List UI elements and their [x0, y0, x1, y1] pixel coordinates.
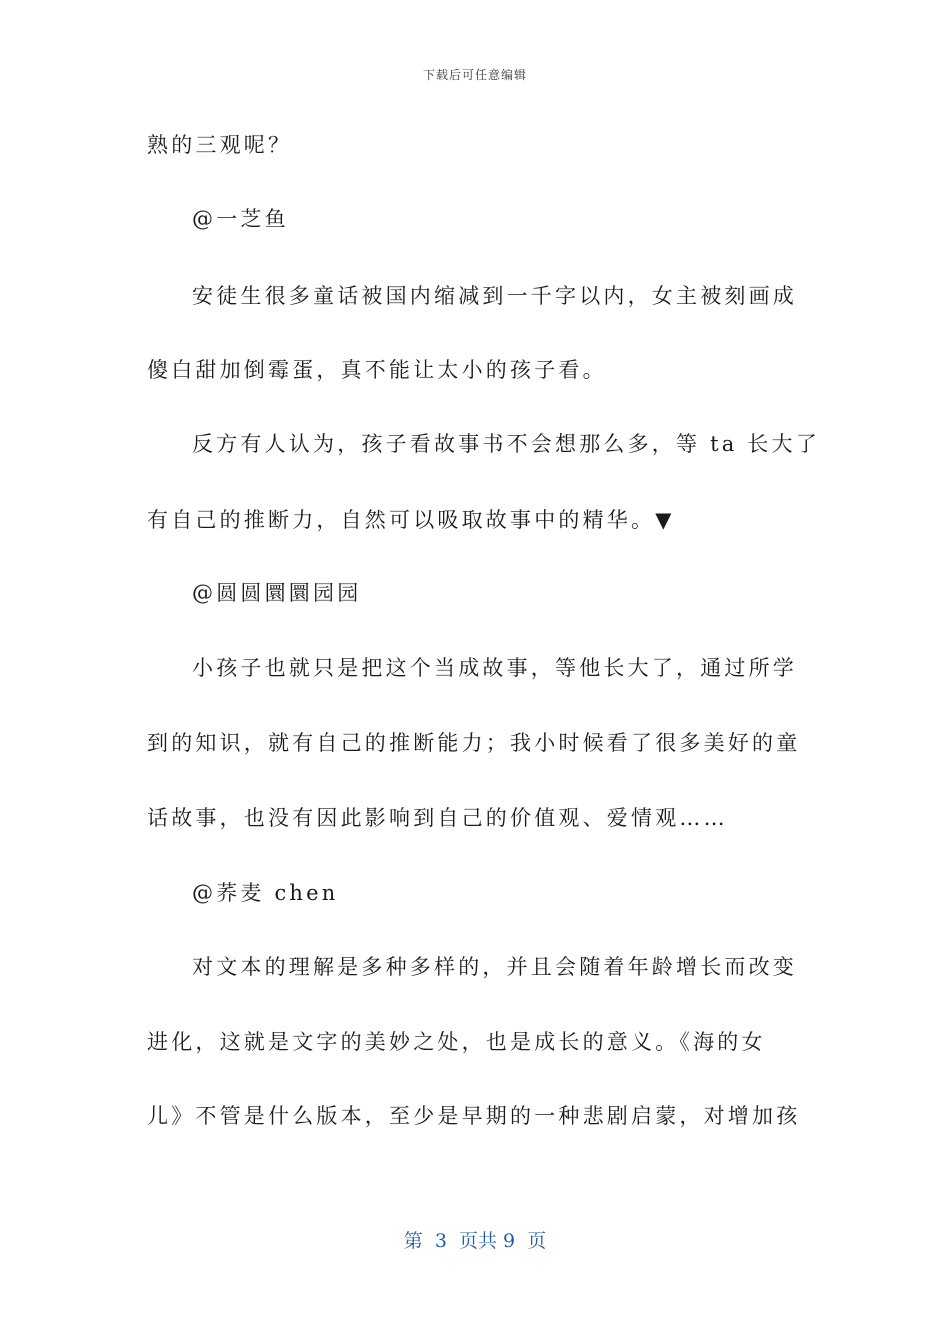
commenter-handle: @荞麦 chen	[192, 881, 339, 905]
commenter-handle: @圆圆圜圜园园	[192, 581, 362, 605]
page-footer: 第 3 页共 9 页	[403, 1230, 547, 1252]
text-line: 傻白甜加倒霉蛋，真不能让太小的孩子看。	[147, 358, 607, 382]
text-line: 安徒生很多童话被国内缩减到一千字以内，女主被刻画成	[192, 284, 797, 308]
text-line: 到的知识，就有自己的推断能力；我小时候看了很多美好的童	[147, 731, 801, 755]
text-line: 熟的三观呢？	[147, 133, 293, 157]
commenter-handle: @一芝鱼	[192, 207, 289, 231]
page-header: 下载后可任意编辑	[422, 68, 527, 82]
text-line: 话故事，也没有因此影响到自己的价值观、爱情观……	[147, 806, 728, 830]
text-line: 有自己的推断力，自然可以吸取故事中的精华。▼	[147, 508, 675, 532]
text-line: 对文本的理解是多种多样的，并且会随着年龄增长而改变	[192, 955, 797, 979]
text-line: 小孩子也就只是把这个当成故事，等他长大了，通过所学	[192, 656, 797, 680]
text-line: 反方有人认为，孩子看故事书不会想那么多，等 ta 长大了	[192, 432, 820, 456]
text-line: 进化，这就是文字的美妙之处，也是成长的意义。《海的女	[147, 1030, 766, 1054]
text-line: 儿》不管是什么版本，至少是早期的一种悲剧启蒙，对增加孩	[147, 1104, 801, 1128]
